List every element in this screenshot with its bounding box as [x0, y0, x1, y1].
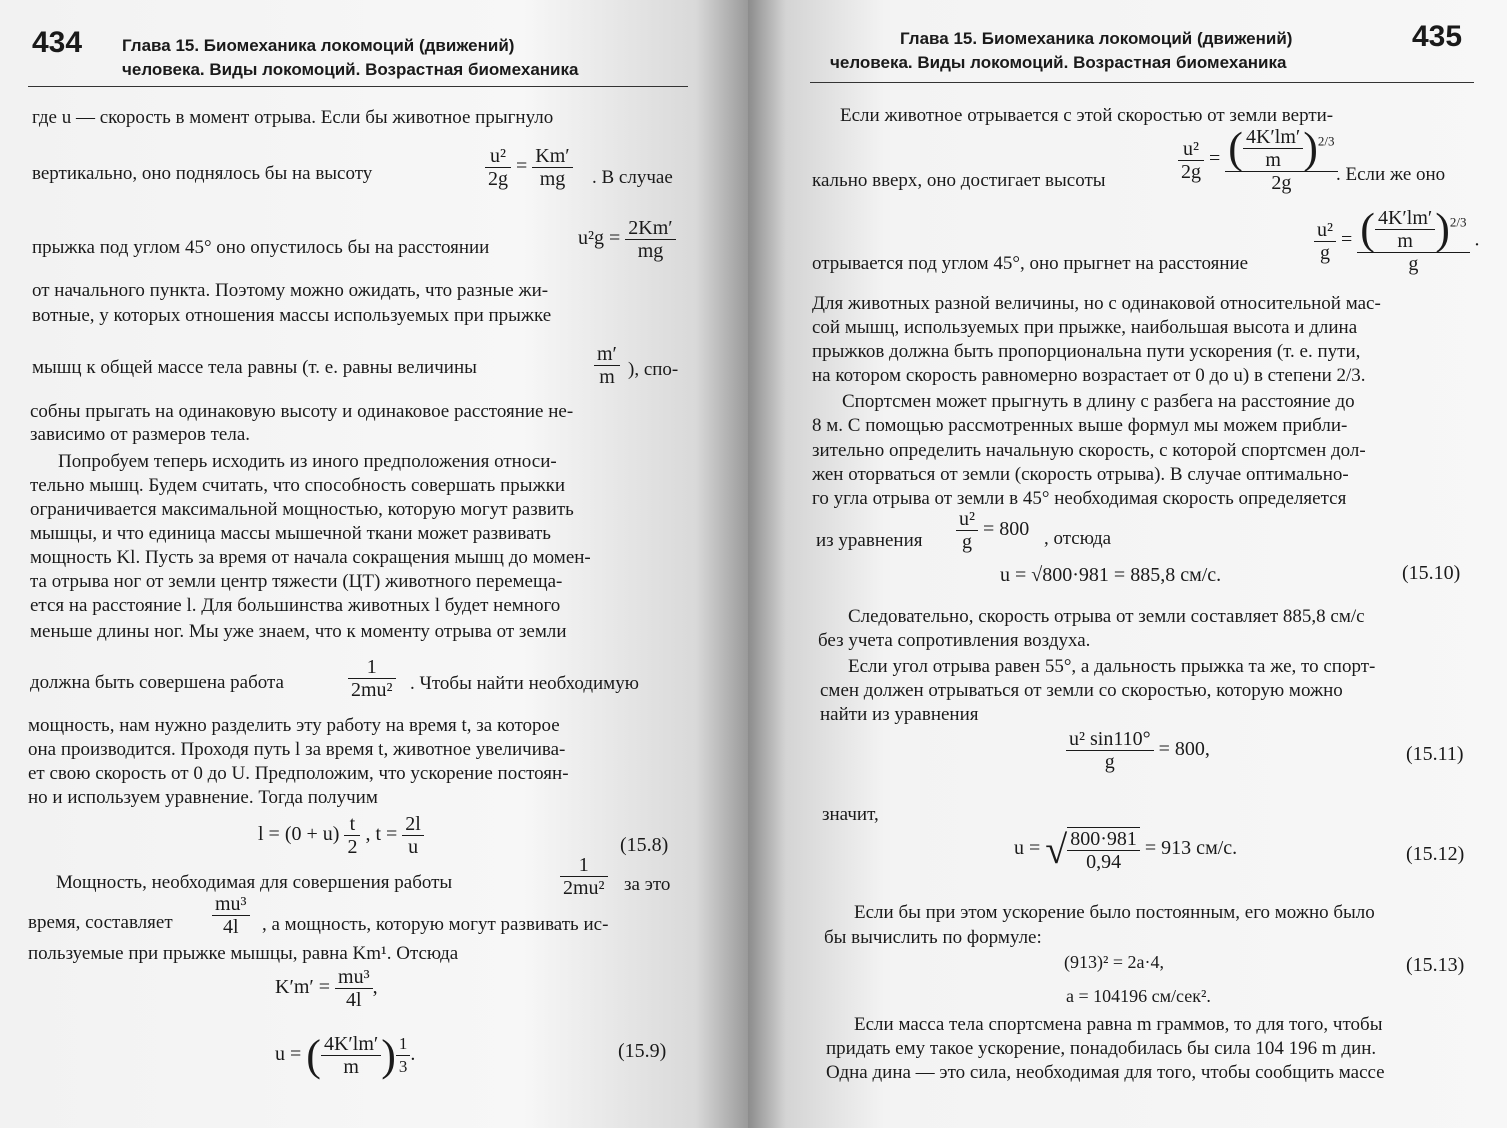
text-line: за это — [624, 874, 671, 895]
text-line: собны прыгать на одинаковую высоту и одинаковое расстояние не- — [30, 401, 574, 422]
text-line: Попробуем теперь исходить из иного предположения относи- — [58, 451, 557, 472]
text-line: Если бы при этом ускорение было постоянным, его можно было — [854, 902, 1375, 923]
equation-number: (15.11) — [1406, 743, 1464, 765]
formula-muscle-power: K′m′ = $\frac{\text{mu³}}{4l}$ , — [275, 966, 378, 1011]
text-line: ется на расстояние l. Для большинства животных l будет немного — [30, 595, 561, 616]
right-page — [748, 0, 1507, 1128]
text-line: вертикально, оно поднялось бы на высоту — [32, 163, 373, 184]
text-line: та отрыва ног от земли центр тяжести (ЦТ) животного перемеща- — [30, 571, 563, 592]
text-line: она производится. Проходя путь l за время t, животное увеличива- — [28, 739, 566, 760]
formula-15-13: (913)² = 2a·4, — [1064, 952, 1165, 972]
text-line: отрывается под углом 45°, оно прыгнет на расстояние — [812, 253, 1249, 274]
text-line: жен оторваться от земли (скорость отрыва). В случае оптимально- — [812, 464, 1349, 485]
text-line: . Если же оно — [1336, 164, 1446, 185]
running-header-left-line1: Глава 15. Биомеханика локомоций (движений) — [122, 36, 515, 55]
text-line: Следовательно, скорость отрыва от земли составляет 885,8 см/с — [848, 606, 1365, 627]
equation-number: (15.12) — [1406, 843, 1465, 865]
formula-15-10: u = √800·981 = 885,8 см/с. — [1000, 564, 1222, 586]
formula-mass-ratio: $\frac{m'}{m}$ — [594, 343, 620, 388]
text-line: Для животных разной величины, но с одинаковой относительной мас- — [812, 293, 1381, 314]
formula-15-11: $\frac{\text{u² sin110°}}{g}$ = 800, — [1066, 728, 1210, 773]
text-line: , а мощность, которую могут развивать ис- — [262, 914, 609, 935]
text-line: бы вычислить по формуле: — [824, 927, 1042, 948]
text-line: без учета сопротивления воздуха. — [818, 630, 1091, 651]
formula-distance-2: $\frac{\text{u²}}{g}$ = ( $\frac{4K'lm'}{m}$ )$^{2/3}$ g . — [1314, 207, 1480, 275]
formula-optimal: $\frac{\text{u²}}{g}$ = 800 — [956, 508, 1029, 553]
text-line: вотные, у которых отношения массы используемых при прыжке — [32, 305, 552, 326]
left-page — [0, 0, 748, 1128]
text-line: найти из уравнения — [820, 704, 979, 725]
text-line: где u — скорость в момент отрыва. Если бы животное прыгнуло — [32, 107, 554, 128]
running-header-right-line2: человека. Виды локомоций. Возрастная биомеханика — [830, 53, 1287, 72]
text-line: го угла отрыва от земли в 45° необходимая скорость определяется — [812, 488, 1347, 509]
formula-15-8: l = (0 + u) $\frac{t}{2}$ , t = $\frac{2l}{u}$ — [258, 813, 424, 858]
text-line: меньше длины ног. Мы уже знаем, что к моменту отрыва от земли — [30, 621, 567, 642]
text-line: Мощность, необходимая для совершения работы — [56, 872, 453, 893]
text-line: , отсюда — [1044, 528, 1112, 549]
text-line: Одна дина — это сила, необходимая для того, чтобы сообщить массе — [826, 1062, 1385, 1083]
text-line: Если животное отрывается с этой скоростью от земли верти- — [840, 105, 1334, 126]
running-header-right-line1: Глава 15. Биомеханика локомоций (движений) — [900, 29, 1293, 48]
text-line: зительно определить начальную скорость, с которой спортсмен дол- — [812, 440, 1366, 461]
equation-number: (15.13) — [1406, 954, 1465, 976]
text-line: мощность Kl. Пусть за время от начала сокращения мышц до момен- — [30, 547, 591, 568]
text-line: зависимо от размеров тела. — [30, 424, 251, 445]
text-line: кально вверх, оно достигает высоты — [812, 170, 1106, 191]
text-line: прыжка под углом 45° оно опустилось бы на расстоянии — [32, 237, 490, 258]
header-rule-left — [28, 86, 688, 87]
text-line: ет свою скорость от 0 до U. Предположим, что ускорение постоян- — [28, 763, 569, 784]
text-line: мышцы, и что единица массы мышечной ткани может развивать — [30, 523, 551, 544]
equation-number: (15.8) — [620, 834, 669, 856]
text-line: сой мышц, используемых при прыжке, наибольшая высота и длина — [812, 317, 1358, 338]
running-header-left-line2: человека. Виды локомоций. Возрастная биомеханика — [122, 60, 579, 79]
text-line: из уравнения — [816, 530, 923, 551]
formula-height-2: $\frac{\text{u²}}{2g}$ = ( $\frac{4K'lm'}{m}$ )$^{2/3}$ 2g — [1178, 126, 1338, 194]
text-line: смен должен отрываться от земли со скоростью, которую можно — [820, 680, 1343, 701]
text-line: Если угол отрыва равен 55°, а дальность прыжка та же, то спорт- — [848, 656, 1376, 677]
text-line: но и используем уравнение. Тогда получим — [28, 787, 378, 808]
equation-number: (15.10) — [1402, 562, 1461, 584]
text-line: значит, — [822, 804, 879, 825]
text-line: 8 м. С помощью рассмотренных выше формул мы можем прибли- — [812, 415, 1348, 436]
page-number-left: 434 — [32, 26, 83, 59]
formula-acceleration: a = 104196 см/сек². — [1066, 986, 1211, 1006]
text-line: должна быть совершена работа — [30, 672, 284, 693]
text-line: ), спо- — [628, 359, 679, 380]
formula-distance: u²g = $\frac{2Km'}{mg}$ — [578, 217, 676, 262]
text-line: . В случае — [592, 167, 673, 188]
page-number-right: 435 — [1412, 20, 1463, 53]
formula-height: $\frac{\text{u²}}{2g}$ = $\frac{Km'}{mg}$ — [485, 145, 573, 190]
text-line: Спортсмен может прыгнуть в длину с разбега на расстояние до — [842, 391, 1355, 412]
text-line: . Чтобы найти необходимую — [410, 673, 639, 694]
text-line: Если масса тела спортсмена равна m граммов, то для того, чтобы — [854, 1014, 1383, 1035]
formula-work-2: $\frac{1}{\text{2mu²}}$ — [560, 854, 608, 899]
text-line: придать ему такое ускорение, понадобилась бы сила 104 196 m дин. — [826, 1038, 1377, 1059]
text-line: прыжков должна быть пропорциональна пути ускорения (т. е. пути, — [812, 341, 1361, 362]
text-line: от начального пункта. Поэтому можно ожидать, что разные жи- — [32, 280, 549, 301]
text-line: время, составляет — [28, 912, 173, 933]
text-line: тельно мышц. Будем считать, что способность совершать прыжки — [30, 475, 566, 496]
formula-15-9: u = ( $\frac{4K'lm'}{m}$ ) $\frac{1}{3}$ . — [275, 1031, 416, 1080]
text-line: пользуемые при прыжке мышцы, равна Km¹. Отсюда — [28, 943, 459, 964]
text-line: ограничивается максимальной мощностью, которую могут развить — [30, 499, 574, 520]
text-line: мощность, нам нужно разделить эту работу на время t, за которое — [28, 715, 560, 736]
formula-15-12: u = √ $\frac{800\cdot 981}{0,94}$ = 913 см/с. — [1014, 827, 1238, 873]
formula-work: $\frac{1}{\text{2mu²}}$ — [348, 656, 396, 701]
equation-number: (15.9) — [618, 1040, 667, 1062]
text-line: на котором скорость равномерно возрастает от 0 до u) в степени 2/3. — [812, 365, 1366, 386]
text-line: мышц к общей массе тела равны (т. е. равны величины — [32, 357, 477, 378]
header-rule-right — [810, 82, 1474, 83]
formula-power: $\frac{\text{mu³}}{4l}$ — [212, 893, 250, 938]
